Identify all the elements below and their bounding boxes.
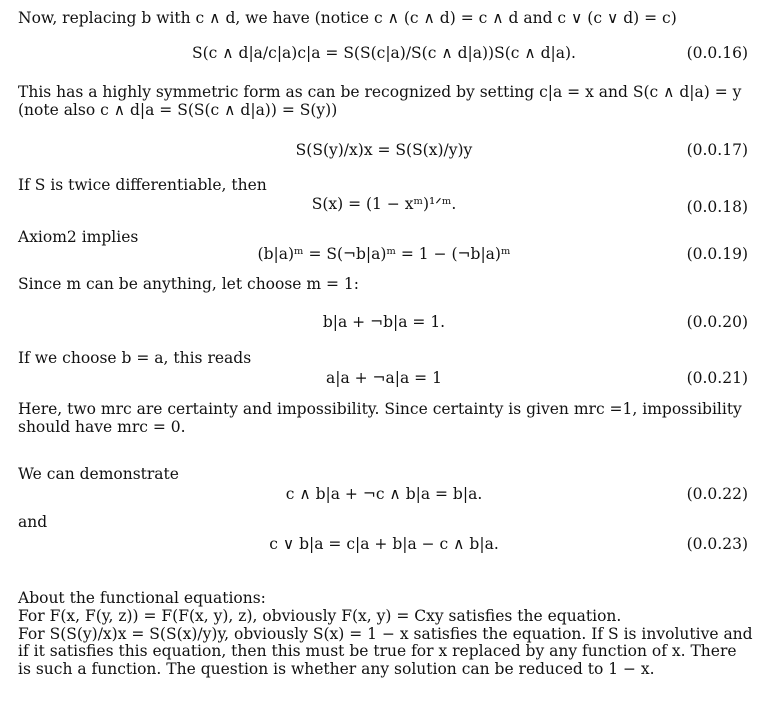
paragraph-and: and — [18, 513, 48, 531]
equation-0-0-16: S(c ∧ d|a/c|a)c|a = S(S(c|a)/S(c ∧ d|a))S(c ∧ d|a). — [191, 44, 576, 62]
equation-number-0-0-16: (0.0.16) — [686, 44, 748, 62]
equation-number-0-0-21: (0.0.21) — [686, 369, 748, 387]
paragraph-symmetric-form: This has a highly symmetric form as can be recognized by setting c|a = x and S(c ∧ d|a) = y (note also c ∧ d|a = S(S(c ∧ d|a)) = S(y)) — [18, 83, 747, 119]
paragraph-certainty-impossibility: Here, two mrc are certainty and impossibility. Since certainty is given mrc =1, impossibility should have mrc = 0. — [18, 400, 747, 436]
equation-number-0-0-18: (0.0.18) — [686, 198, 748, 216]
equation-number-0-0-20: (0.0.20) — [686, 313, 748, 331]
paragraph-axiom2: Axiom2 implies — [18, 228, 139, 246]
equation-number-0-0-22: (0.0.22) — [686, 485, 748, 503]
paragraph-functional-equations: About the functional equations: For F(x, F(y, z)) = F(F(x, y), z), obviously F(x, y) = Cxy satisfies the equation. For S(S(y)/x)x = S(S(x)/y)y, obviously S(x) = 1 − x satisfies the equation. If S is involutive and if it satisfies this equation, then this must be true for x replaced by any function of x. There is such a function. The question is whether any solution can be reduced to 1 − x. — [18, 589, 753, 679]
equation-0-0-19: (b|a)ᵐ = S(¬b|a)ᵐ = 1 − (¬b|a)ᵐ — [257, 245, 511, 263]
paragraph-demonstrate: We can demonstrate — [18, 465, 179, 483]
equation-number-0-0-19: (0.0.19) — [686, 245, 748, 263]
equation-0-0-18: S(x) = (1 − xᵐ)¹ᐟᵐ. — [311, 195, 457, 213]
equation-0-0-23: c ∨ b|a = c|a + b|a − c ∧ b|a. — [269, 535, 499, 553]
equation-0-0-17: S(S(y)/x)x = S(S(x)/y)y — [295, 141, 473, 159]
equation-number-0-0-23: (0.0.23) — [686, 535, 748, 553]
paragraph-choose-b-a: If we choose b = a, this reads — [18, 349, 252, 367]
paragraph-twice-differentiable: If S is twice differentiable, then — [18, 176, 267, 194]
equation-0-0-22: c ∧ b|a + ¬c ∧ b|a = b|a. — [285, 485, 483, 503]
equation-0-0-21: a|a + ¬a|a = 1 — [326, 369, 442, 387]
equation-0-0-20: b|a + ¬b|a = 1. — [322, 313, 446, 331]
paragraph-m-anything: Since m can be anything, let choose m = 1: — [18, 275, 360, 293]
paragraph-replacing-b: Now, replacing b with c ∧ d, we have (notice c ∧ (c ∧ d) = c ∧ d and c ∨ (c ∨ d) = c) — [18, 9, 677, 27]
equation-number-0-0-17: (0.0.17) — [686, 141, 748, 159]
